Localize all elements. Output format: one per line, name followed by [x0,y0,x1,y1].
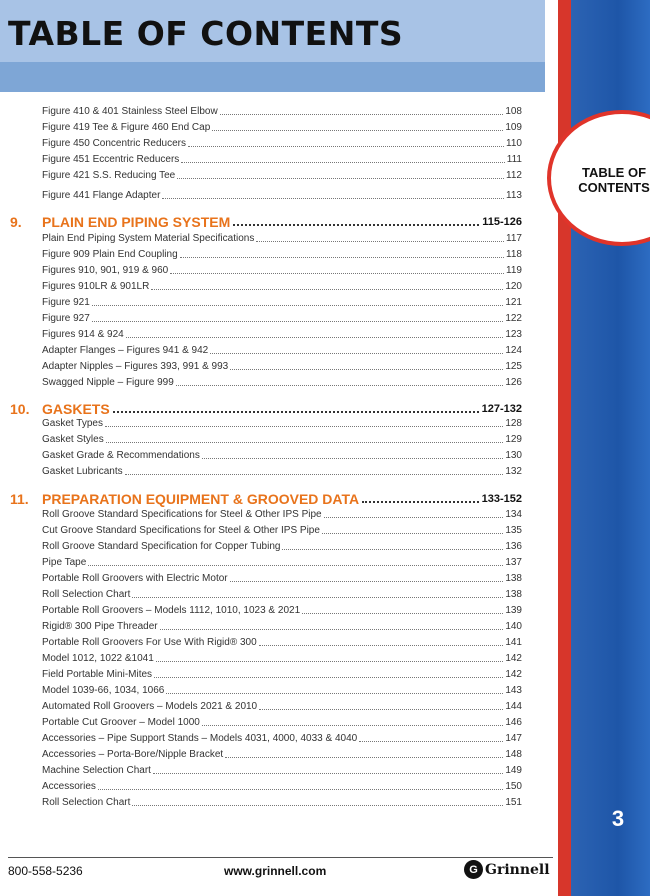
toc-entry[interactable] [42,168,522,182]
dot-leader [154,677,503,678]
dot-leader [92,321,504,322]
toc-entry[interactable] [42,667,522,681]
page-number: 3 [611,806,625,831]
toc-entry-label: Adapter Nipples – Figures 393, 991 & 993 [42,361,229,372]
footer-phone: 800-558-5236 [8,864,83,878]
toc-entry[interactable] [42,763,522,777]
toc-entry[interactable] [42,651,522,665]
toc-entry-page: 129 [505,434,522,445]
toc-entry-page: 119 [506,265,522,276]
toc-entry-page: 139 [505,605,522,616]
toc-entry-label: Adapter Flanges – Figures 941 & 942 [42,345,209,356]
toc-entry[interactable] [42,715,522,729]
page-title: TABLE OF CONTENTS [8,14,404,53]
toc-entry-label: Portable Roll Groovers – Models 1112, 1010, 1023 & 2021 [42,605,301,616]
dot-leader [180,257,504,258]
toc-entry[interactable] [42,571,522,585]
toc-entry-page: 112 [506,170,522,181]
section-page-range: 127-132 [481,403,522,415]
dot-leader [322,533,503,534]
toc-entry-label: Portable Roll Groovers For Use With Rigid® 300 [42,637,257,648]
toc-entry-label: Figure 441 Flange Adapter [42,190,161,201]
toc-entry-page: 140 [505,621,522,632]
toc-entry[interactable] [42,263,522,277]
toc-entry-page: 142 [505,669,522,680]
toc-entry-label: Figure 909 Plain End Coupling [42,249,178,260]
toc-entry-page: 120 [505,281,522,292]
dot-leader [220,114,504,115]
toc-entry-label: Figure 421 S.S. Reducing Tee [42,170,176,181]
dot-leader [188,146,504,147]
dot-leader [113,411,479,413]
section-title: PLAIN END PIPING SYSTEM [42,214,231,230]
dot-leader [88,565,503,566]
toc-entry-label: Figure 927 [42,313,90,324]
section-tab-label-line1: TABLE OF [581,165,647,180]
toc-entry[interactable] [42,635,522,649]
toc-entry[interactable] [42,587,522,601]
section-title: GASKETS [42,401,110,417]
toc-entry-label: Figures 914 & 924 [42,329,124,340]
toc-entry[interactable] [42,247,522,261]
toc-entry-label: Roll Selection Chart [42,589,131,600]
toc-entry-page: 135 [505,525,522,536]
dot-leader [230,369,503,370]
dot-leader [126,337,504,338]
toc-entry-label: Gasket Types [42,418,103,429]
dot-leader [106,442,504,443]
toc-entry[interactable] [42,279,522,293]
toc-entry-label: Automated Roll Groovers – Models 2021 & 2010 [42,701,258,712]
section-heading-preparation-equipment[interactable] [10,490,522,507]
toc-entry-page: 137 [505,557,522,568]
section-number: 10. [10,401,30,417]
toc-entry[interactable] [42,359,522,373]
toc-entry-page: 138 [505,573,522,584]
toc-entry[interactable] [42,343,522,357]
toc-entry[interactable] [42,507,522,521]
toc-entry[interactable] [42,555,522,569]
toc-entry-page: 109 [505,122,522,133]
toc-entry[interactable] [42,295,522,309]
toc-entry-page: 138 [505,589,522,600]
toc-entry-label: Accessories [42,781,96,792]
dot-leader [166,693,503,694]
dot-leader [162,198,504,199]
toc-entry[interactable] [42,136,522,150]
toc-entry[interactable] [42,448,522,462]
toc-entry-label: Plain End Piping System Material Specifications [42,233,255,244]
grinnell-logo [464,860,550,879]
dot-leader [212,130,503,131]
toc-entry-page: 123 [505,329,522,340]
toc-entry[interactable] [42,311,522,325]
dot-leader [324,517,504,518]
section-tab-label-line2: CONTENTS [578,180,650,195]
dot-leader [259,645,504,646]
toc-entry-page: 141 [505,637,522,648]
grinnell-logo-icon: G [464,860,483,879]
dot-leader [151,289,503,290]
toc-entry-label: Figure 419 Tee & Figure 460 End Cap [42,122,211,133]
toc-entry[interactable] [42,523,522,537]
dot-leader [181,162,505,163]
section-tab-label [561,165,650,195]
toc-entry-label: Cut Groove Standard Specifications for Steel & Other IPS Pipe [42,525,320,536]
dot-leader [156,661,504,662]
toc-entry-label: Model 1012, 1022 &1041 [42,653,154,664]
toc-entry-label: Machine Selection Chart [42,765,151,776]
dot-leader [92,305,504,306]
grinnell-wordmark: Grinnell [485,861,550,878]
toc-entry-page: 150 [505,781,522,792]
dot-leader [202,725,503,726]
toc-entry-label: Field Portable Mini-Mites [42,669,153,680]
toc-entry[interactable] [42,795,522,809]
toc-entry-label: Accessories – Pipe Support Stands – Models 4031, 4000, 4033 & 4040 [42,733,358,744]
toc-entry-page: 136 [505,541,522,552]
section-page-range: 133-152 [481,493,522,505]
toc-entry-label: Portable Cut Groover – Model 1000 [42,717,200,728]
header-band [0,62,545,92]
toc-entry-label: Model 1039-66, 1034, 1066 [42,685,165,696]
toc-entry-page: 117 [506,233,522,244]
dot-leader [202,458,503,459]
toc-entry-label: Pipe Tape [42,557,87,568]
toc-entry-label: Figures 910LR & 901LR [42,281,150,292]
toc-entry[interactable] [42,327,522,341]
toc-entry-page: 146 [505,717,522,728]
dot-leader [256,241,504,242]
section-heading-plain-end-piping[interactable] [10,213,522,230]
toc-entry[interactable] [42,120,522,134]
toc-entry-page: 134 [505,509,522,520]
toc-entry[interactable] [42,464,522,478]
toc-entry[interactable] [42,731,522,745]
dot-leader [225,757,503,758]
toc-entry-label: Figure 450 Concentric Reducers [42,138,186,149]
toc-entry-label: Figure 451 Eccentric Reducers [42,154,180,165]
toc-entry-page: 108 [505,106,522,117]
toc-entry-label: Gasket Lubricants [42,466,123,477]
toc-entry-page: 113 [506,190,522,201]
toc-entry-page: 149 [505,765,522,776]
toc-entry-page: 124 [505,345,522,356]
toc-entry[interactable] [42,231,522,245]
dot-leader [132,805,503,806]
toc-entry-label: Gasket Grade & Recommendations [42,450,200,461]
toc-entry-label: Figures 910, 901, 919 & 960 [42,265,169,276]
toc-entry-page: 111 [506,154,522,165]
toc-entry-label: Accessories – Porta-Bore/Nipple Bracket [42,749,224,760]
toc-entry-page: 147 [505,733,522,744]
toc-entry-label: Roll Selection Chart [42,797,131,808]
toc-entry-label: Swagged Nipple – Figure 999 [42,377,174,388]
dot-leader [125,474,504,475]
dot-leader [105,426,503,427]
dot-leader [230,581,504,582]
dot-leader [177,178,504,179]
dot-leader [153,773,503,774]
toc-entry-label: Gasket Styles [42,434,104,445]
toc-entry-label: Figure 921 [42,297,90,308]
toc-entry-label: Portable Roll Groovers with Electric Motor [42,573,228,584]
dot-leader [170,273,504,274]
toc-entry-label: Roll Groove Standard Specification for Copper Tubing [42,541,281,552]
toc-entry[interactable] [42,683,522,697]
toc-entry[interactable] [42,747,522,761]
toc-entry-label: Roll Groove Standard Specifications for Steel & Other IPS Pipe [42,509,322,520]
dot-leader [233,224,479,226]
toc-entry-page: 121 [505,297,522,308]
toc-entry[interactable] [42,152,522,166]
dot-leader [282,549,503,550]
toc-entry[interactable] [42,432,522,446]
toc-entry-page: 148 [505,749,522,760]
toc-entry-page: 132 [505,466,522,477]
toc-entry-page: 142 [505,653,522,664]
dot-leader [160,629,504,630]
footer-divider [8,857,553,858]
toc-entry[interactable] [42,539,522,553]
section-number: 11. [10,491,29,507]
toc-entry[interactable] [42,603,522,617]
toc-entry-page: 151 [505,797,522,808]
section-page-range: 115-126 [482,216,522,228]
section-heading-gaskets[interactable] [10,400,522,417]
toc-entry-page: 143 [505,685,522,696]
toc-entry[interactable] [42,699,522,713]
toc-entry-page: 125 [505,361,522,372]
dot-leader [359,741,503,742]
toc-entry[interactable] [42,104,522,118]
dot-leader [362,501,479,503]
section-number: 9. [10,214,22,230]
toc-entry-page: 126 [505,377,522,388]
toc-entry[interactable] [42,619,522,633]
dot-leader [132,597,503,598]
dot-leader [210,353,503,354]
dot-leader [302,613,503,614]
dot-leader [98,789,503,790]
toc-entry-page: 118 [506,249,522,260]
toc-entry-page: 122 [505,313,522,324]
toc-entry-label: Rigid® 300 Pipe Threader [42,621,158,632]
toc-entry-page: 128 [505,418,522,429]
toc-entry[interactable] [42,779,522,793]
toc-entry-page: 110 [506,138,522,149]
dot-leader [176,385,504,386]
dot-leader [259,709,503,710]
header-banner [0,0,545,92]
toc-entry-page: 130 [505,450,522,461]
toc-entry-page: 144 [505,701,522,712]
toc-entry[interactable] [42,416,522,430]
toc-entry[interactable] [42,375,522,389]
section-title: PREPARATION EQUIPMENT & GROOVED DATA [42,491,360,507]
footer-website-link[interactable]: www.grinnell.com [224,864,327,878]
toc-entry-label: Figure 410 & 401 Stainless Steel Elbow [42,106,218,117]
toc-entry[interactable] [42,188,522,202]
